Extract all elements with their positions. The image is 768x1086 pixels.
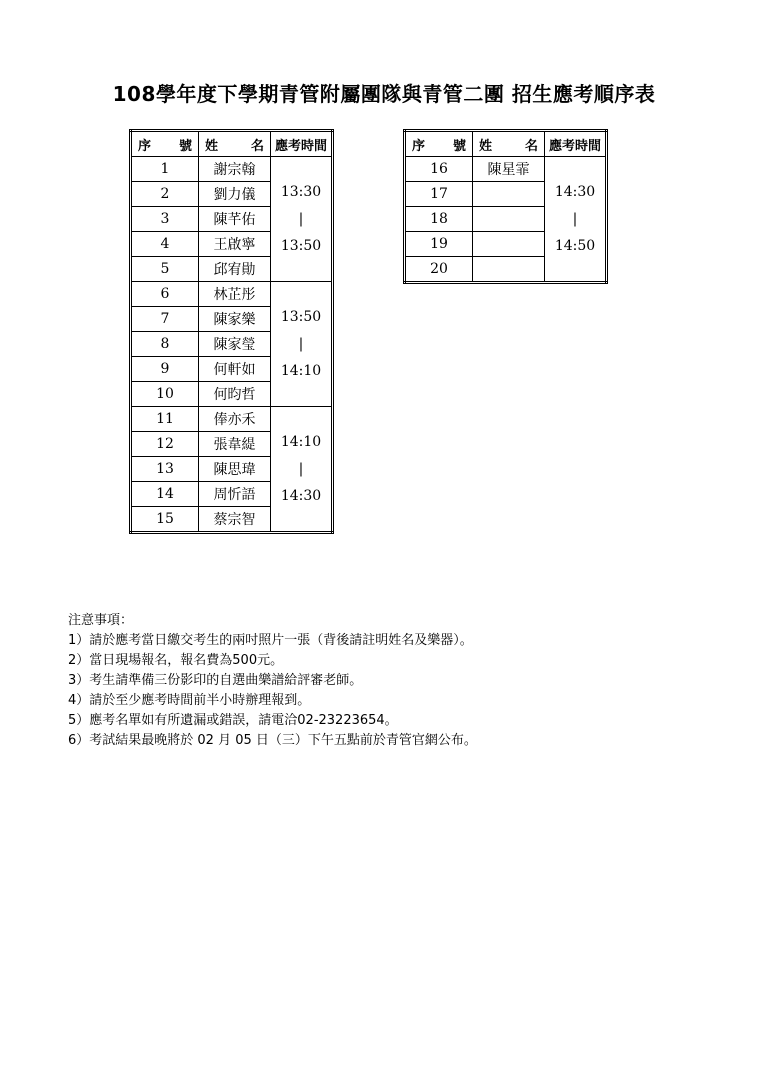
row-number: 17: [405, 182, 473, 207]
row-name: 何昀哲: [199, 382, 271, 407]
table-row: [131, 407, 333, 432]
time-slot: [545, 157, 607, 283]
row-name: 張韋緹: [199, 432, 271, 457]
row-name: [473, 257, 545, 283]
row-number: 13: [131, 457, 199, 482]
row-name: 陳芊佑: [199, 207, 271, 232]
row-name: 周忻語: [199, 482, 271, 507]
notes-section: [68, 611, 708, 751]
row-number: 14: [131, 482, 199, 507]
row-name: 陳家瑩: [199, 332, 271, 357]
row-name: 俸亦禾: [199, 407, 271, 432]
header-number: 序 號: [131, 131, 199, 157]
note-item: 6）考試結果最晚將於 02 月 05 日（三）下午五點前於青管官網公布。: [68, 733, 477, 748]
row-number: 11: [131, 407, 199, 432]
note-item: 4）請於至少應考時間前半小時辦理報到。: [68, 693, 311, 708]
table-row: [405, 157, 607, 182]
time-end: 14:50: [554, 237, 596, 254]
row-number: 19: [405, 232, 473, 257]
note-item: 3）考生請準備三份影印的自選曲樂譜給評審老師。: [68, 673, 363, 688]
row-number: 7: [131, 307, 199, 332]
note-item: 1）請於應考當日繳交考生的兩吋照片一張（背後請註明姓名及樂器）。: [68, 633, 473, 648]
time-start: 13:30: [280, 183, 322, 200]
page-title: 108學年度下學期青管附屬團隊與青管二團 招生應考順序表: [112, 82, 656, 106]
note-item: 2）當日現場報名，報名費為500元。: [68, 653, 284, 668]
time-start: 13:50: [280, 308, 322, 325]
row-number: 2: [131, 182, 199, 207]
row-number: 15: [131, 507, 199, 533]
row-name: 林芷彤: [199, 282, 271, 307]
table-header-row: [405, 131, 607, 157]
row-name: 陳思瑋: [199, 457, 271, 482]
row-number: 16: [405, 157, 473, 182]
header-number: 序 號: [405, 131, 473, 157]
row-name: 劉力儀: [199, 182, 271, 207]
row-name: 謝宗翰: [199, 157, 271, 182]
row-number: 18: [405, 207, 473, 232]
row-name: 何軒如: [199, 357, 271, 382]
row-number: 1: [131, 157, 199, 182]
header-name: 姓 名: [473, 131, 545, 157]
time-end: 13:50: [280, 237, 322, 254]
time-slot: [271, 282, 333, 407]
row-name: 邱宥勛: [199, 257, 271, 282]
time-slot: [271, 157, 333, 282]
row-name: 陳星霏: [473, 157, 545, 182]
header-exam-time: 應考時間: [545, 131, 607, 157]
row-name: 陳家樂: [199, 307, 271, 332]
table-row: [131, 282, 333, 307]
row-name: [473, 207, 545, 232]
row-name: [473, 182, 545, 207]
table-header-row: [131, 131, 333, 157]
row-number: 8: [131, 332, 199, 357]
time-start: 14:30: [554, 183, 596, 200]
row-number: 12: [131, 432, 199, 457]
row-number: 6: [131, 282, 199, 307]
row-number: 4: [131, 232, 199, 257]
time-separator: |: [298, 460, 304, 477]
row-name: 王啟寧: [199, 232, 271, 257]
row-number: 3: [131, 207, 199, 232]
header-exam-time: 應考時間: [271, 131, 333, 157]
notes-heading: 注意事項：: [68, 613, 134, 628]
time-separator: |: [298, 210, 304, 227]
time-separator: |: [298, 335, 304, 352]
time-separator: |: [572, 210, 578, 227]
row-name: [473, 232, 545, 257]
roster-table-2: [403, 129, 608, 284]
note-item: 5）應考名單如有所遺漏或錯誤，請電洽02-23223654。: [68, 713, 398, 728]
row-number: 5: [131, 257, 199, 282]
time-start: 14:10: [280, 433, 322, 450]
time-end: 14:10: [280, 362, 322, 379]
row-name: 蔡宗智: [199, 507, 271, 533]
header-name: 姓 名: [199, 131, 271, 157]
time-end: 14:30: [280, 487, 322, 504]
row-number: 20: [405, 257, 473, 283]
roster-table-1: [129, 129, 334, 534]
row-number: 10: [131, 382, 199, 407]
table-row: [131, 157, 333, 182]
time-slot: [271, 407, 333, 533]
row-number: 9: [131, 357, 199, 382]
